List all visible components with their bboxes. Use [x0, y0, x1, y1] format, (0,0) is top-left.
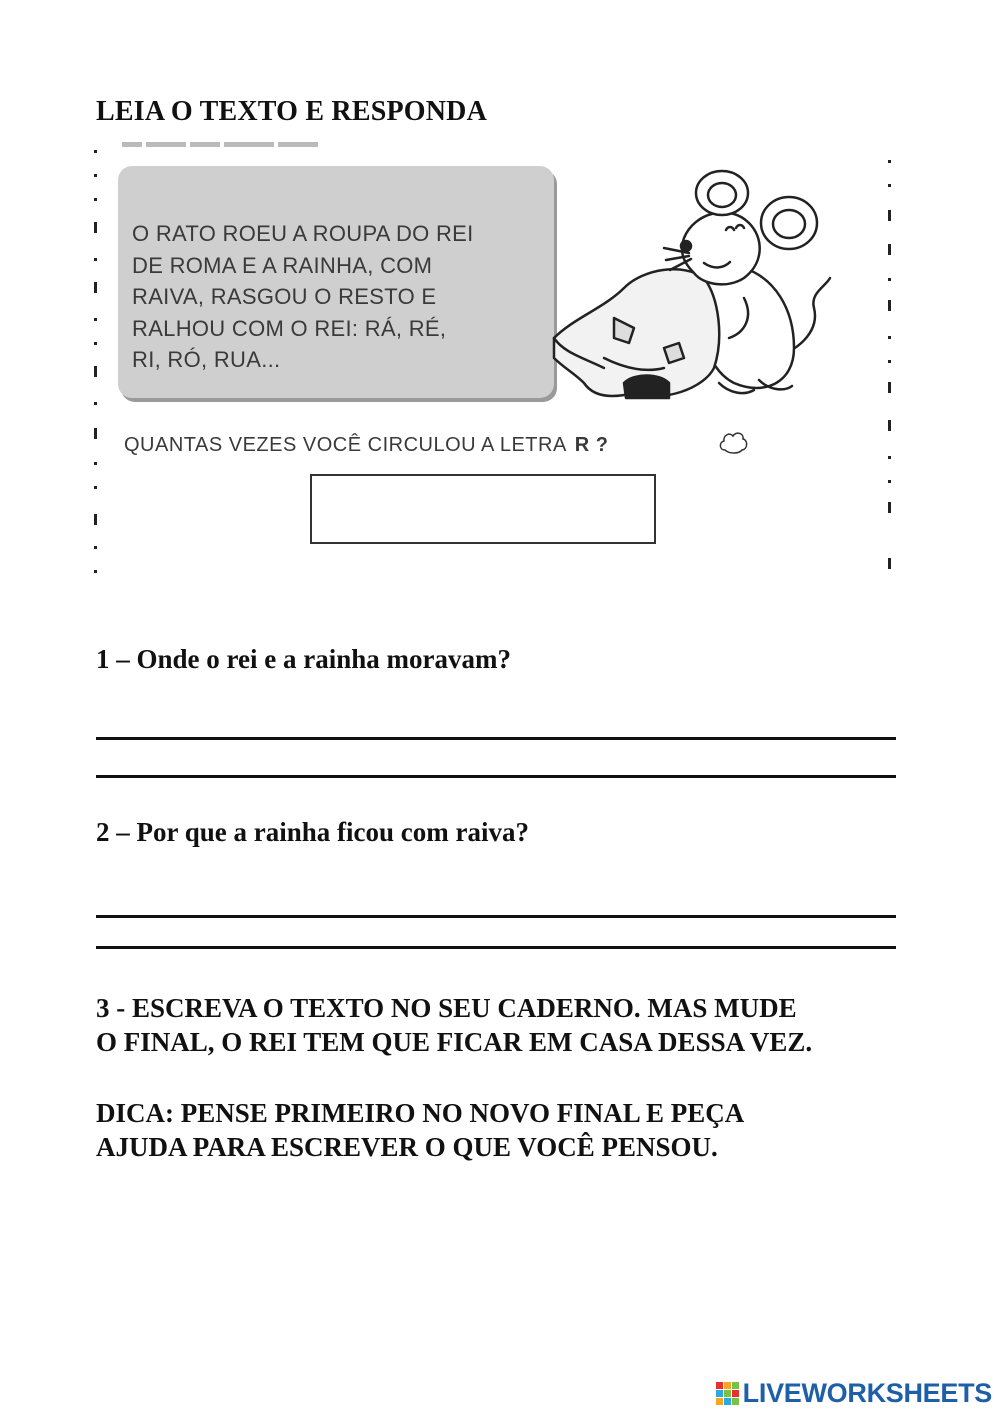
- answer-line[interactable]: [96, 737, 896, 740]
- story-speech-box: [118, 166, 554, 398]
- story-line: RI, RÓ, RUA...: [132, 347, 281, 372]
- question-2: 2 – Por que a rainha ficou com raiva?: [96, 817, 529, 847]
- story-line: RAIVA, RASGOU O RESTO E: [132, 284, 437, 309]
- count-question-letter: R ?: [574, 434, 609, 456]
- tip-line: DICA: PENSE PRIMEIRO NO NOVO FINAL E PEÇA: [96, 1098, 745, 1128]
- faded-caption: [122, 142, 342, 150]
- count-question: [124, 434, 609, 457]
- right-cut-line: [886, 140, 894, 576]
- story-line: DE ROMA E A RAINHA, COM: [132, 252, 433, 278]
- question-3-line: O FINAL, O REI TEM QUE FICAR EM CASA DESSA VEZ.: [96, 1027, 813, 1057]
- mouse-with-clothes-illustration: [544, 168, 844, 418]
- answer-line[interactable]: [96, 915, 896, 918]
- question-3-line: 3 - ESCREVA O TEXTO NO SEU CADERNO. MAS MUDE: [96, 993, 797, 1023]
- story-text: [132, 218, 542, 376]
- brand-name: LIVEWORKSHEETS: [742, 1377, 992, 1408]
- story-card: [92, 140, 898, 576]
- story-line: O RATO ROEU A ROUPA DO REI: [132, 221, 474, 246]
- story-line: RALHOU COM O REI: RÁ, RÉ,: [132, 315, 447, 341]
- count-answer-box[interactable]: [310, 474, 656, 544]
- tip-line: AJUDA PARA ESCREVER O QUE VOCÊ PENSOU.: [96, 1132, 718, 1162]
- liveworksheets-logo-icon: [715, 1380, 741, 1406]
- count-question-text: QUANTAS VEZES VOCÊ CIRCULOU A LETRA: [124, 434, 567, 456]
- tip: [96, 1096, 916, 1164]
- left-cut-line: [92, 140, 100, 576]
- answer-line[interactable]: [96, 775, 896, 778]
- cloud-icon: [717, 428, 749, 456]
- answer-line[interactable]: [96, 946, 896, 949]
- brand-footer: [715, 1376, 992, 1410]
- question-1: 1 – Onde o rei e a rainha moravam?: [96, 644, 511, 674]
- question-3: [96, 991, 916, 1059]
- page-heading: LEIA O TEXTO E RESPONDA: [96, 96, 488, 127]
